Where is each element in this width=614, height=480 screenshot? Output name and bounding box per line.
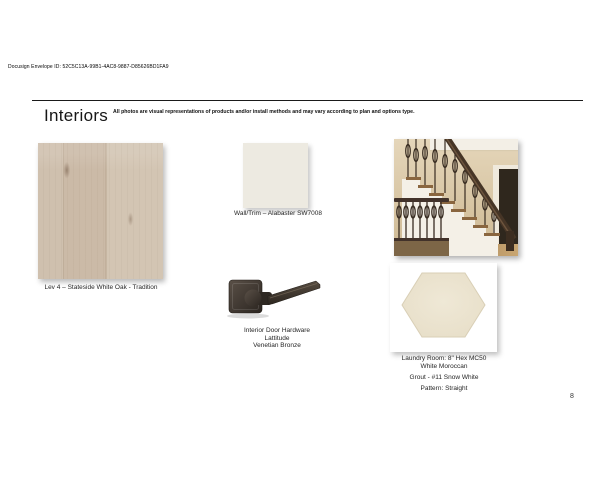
door-handle-image bbox=[226, 277, 322, 319]
hex-tile-image bbox=[390, 263, 497, 352]
photo-disclaimer: All photos are visual representations of products and/or install methods and may vary according to plan and options type. bbox=[113, 109, 415, 115]
hardware-caption-line1: Interior Door Hardware bbox=[243, 327, 311, 334]
page-title: Interiors bbox=[44, 106, 109, 125]
docusign-envelope-id: Docusign Envelope ID: 52C5C13A-99B1-4AC8-9887-D85626BD1FA9 bbox=[8, 64, 169, 70]
header-divider bbox=[32, 100, 583, 101]
paint-swatch-image bbox=[243, 143, 308, 208]
flooring-caption: Lev 4 – Stateside White Oak - Tradition bbox=[44, 284, 158, 291]
hardware-caption-line3: Venetian Bronze bbox=[253, 342, 301, 350]
page-number: 8 bbox=[570, 393, 574, 400]
door-handle-illustration bbox=[226, 277, 322, 319]
door-hardware-caption bbox=[222, 327, 332, 350]
hardware-caption-line2: Lattitude bbox=[264, 334, 290, 342]
staircase-illustration bbox=[394, 139, 518, 256]
hex-tile-illustration bbox=[390, 263, 497, 352]
tile-caption-line4: Pattern: Straight bbox=[420, 384, 468, 392]
tile-caption-line2: White Moroccan bbox=[420, 362, 468, 370]
tile-caption-line1: Laundry Room: 8" Hex MC50 bbox=[401, 355, 487, 362]
tile-caption-line3: Grout - #11 Snow White bbox=[409, 373, 479, 381]
hex-tile-caption bbox=[388, 355, 500, 392]
staircase-photo bbox=[394, 139, 518, 256]
paint-caption: Wall/Trim – Alabaster SW7008 bbox=[233, 210, 323, 217]
flooring-sample-image bbox=[38, 143, 163, 279]
